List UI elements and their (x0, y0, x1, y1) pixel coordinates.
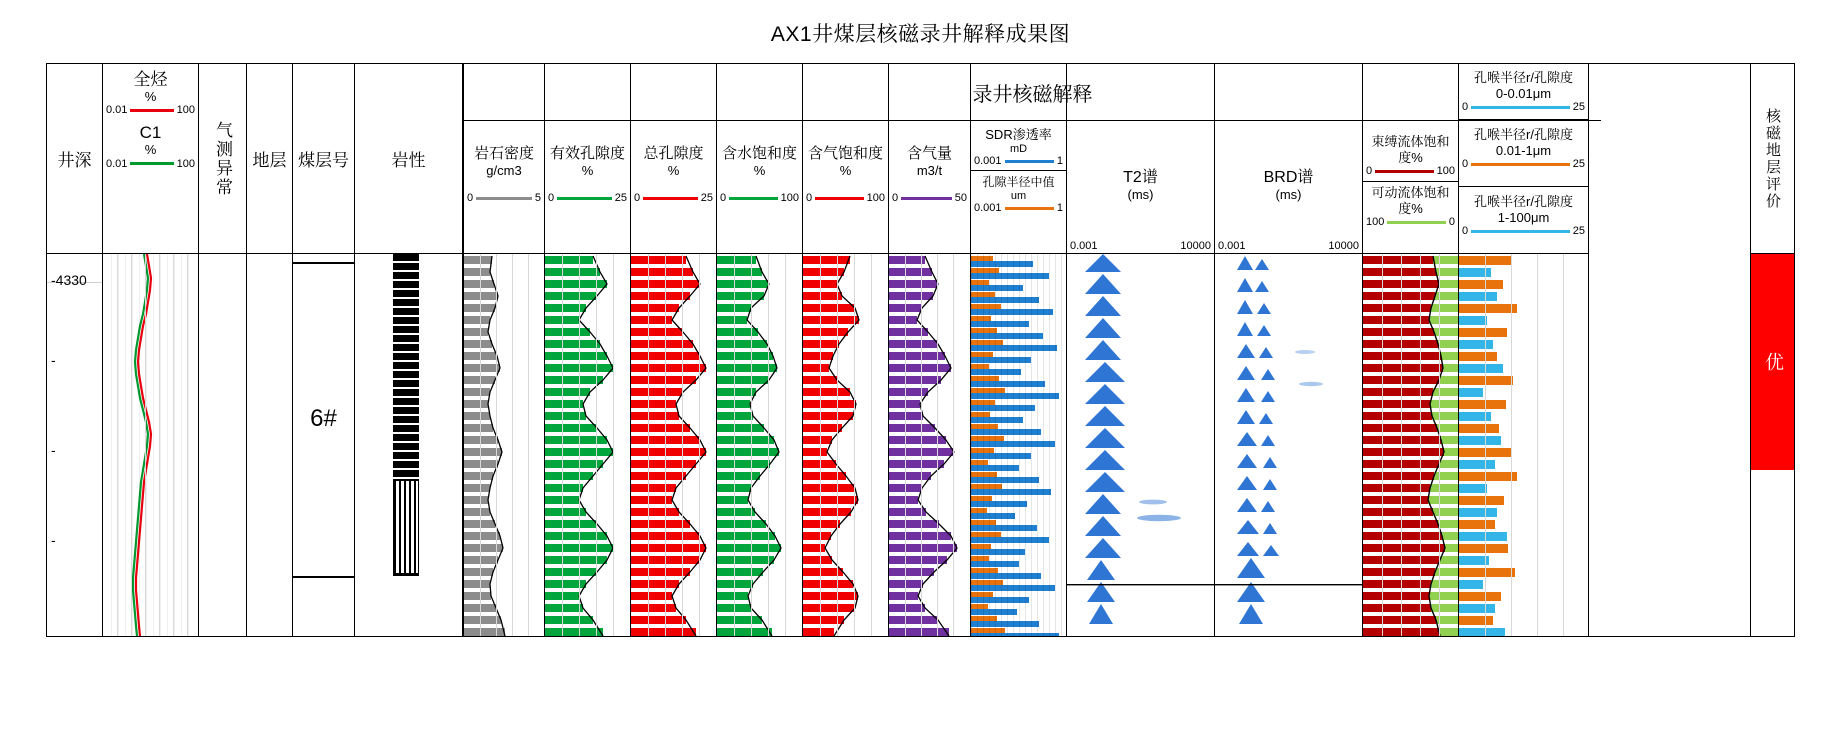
track-effective-porosity (545, 64, 631, 636)
mf-min: 100 (1366, 216, 1385, 229)
rd-color-bar (476, 197, 532, 200)
nmr-eval-header (1750, 64, 1794, 254)
rd-max: 5 (534, 192, 541, 204)
effective-porosity-track (545, 254, 630, 636)
prm-min: 0.001 (974, 202, 1002, 214)
log-grid (46, 63, 1795, 637)
gc-color-bar (901, 197, 952, 200)
ptr1-color-bar (1471, 163, 1570, 166)
track-lithology (355, 64, 463, 636)
brd-track (1215, 254, 1362, 636)
depth-tick-3: - (51, 442, 56, 458)
th-scale-max: 100 (176, 104, 195, 117)
rd-min: 0 (467, 192, 474, 204)
depth-tick-2: - (51, 352, 56, 368)
track-total-porosity (631, 64, 717, 636)
sdr-track (971, 254, 1066, 636)
pore-radius-median-scale (971, 202, 1066, 214)
depth-tick-4: - (51, 532, 56, 548)
effective-porosity-header (545, 120, 630, 254)
gas-saturation-label: 含气饱和度 (807, 145, 883, 162)
bf-max: 100 (1436, 165, 1455, 178)
rock-density-scale (464, 192, 544, 204)
fluid-saturation-track (1363, 254, 1458, 636)
coal-seam-label: 煤层号 (298, 151, 349, 170)
th-scale-min: 0.01 (106, 104, 128, 117)
tp-max: 25 (700, 192, 713, 204)
ptr-label-1: 孔喉半径r/孔隙度 (1474, 127, 1573, 142)
lithology-track (355, 254, 462, 636)
water-saturation-header (717, 120, 802, 254)
ws-color-bar (729, 197, 778, 200)
brd-max: 10000 (1328, 240, 1359, 252)
gs-min: 0 (806, 192, 813, 204)
well-depth-label: 井深 (57, 151, 92, 170)
total-hydrocarbon-label: 全烃 (133, 70, 168, 89)
water-saturation-unit: % (753, 163, 766, 178)
ptr-sub-2: 1-100μm (1497, 210, 1550, 225)
c1-color-bar (130, 162, 173, 165)
gas-anomaly-header (199, 64, 246, 254)
track-rock-density (463, 64, 545, 636)
lithology-header (355, 64, 462, 254)
coal-seam-track (293, 254, 354, 636)
t2-scale (1067, 240, 1214, 252)
total-porosity-label: 总孔隙度 (643, 145, 704, 162)
prm-color-bar (1005, 207, 1054, 210)
track-total-hydrocarbon (103, 64, 199, 636)
rock-density-track (464, 254, 544, 636)
ep-max: 25 (614, 192, 627, 204)
ptr0-max: 25 (1572, 101, 1585, 113)
rock-density-unit: g/cm3 (486, 163, 522, 178)
gas-saturation-track (803, 254, 888, 636)
gs-color-bar (815, 197, 864, 200)
ptr-scale-1 (1459, 158, 1588, 170)
page-title: AX1井煤层核磁录井解释成果图 (770, 23, 1071, 46)
bf-min: 0 (1366, 165, 1373, 178)
c1-scale-max: 100 (176, 157, 195, 170)
brd-min: 0.001 (1218, 240, 1246, 252)
track-brd-spectrum (1215, 64, 1363, 636)
gas-anomaly-track (199, 254, 246, 636)
sdr-header (971, 120, 1066, 254)
brd-header (1215, 120, 1362, 254)
well-depth-header (47, 64, 102, 254)
ep-color-bar (557, 197, 612, 200)
ptr-sub-0: 0-0.01μm (1495, 86, 1552, 101)
track-gas-logging-anomaly (199, 64, 247, 636)
total-hydrocarbon-unit: % (144, 88, 157, 104)
track-sdr-permeability (971, 64, 1067, 636)
bound-fluid-scale (1363, 165, 1458, 177)
t2-track (1067, 254, 1214, 636)
sdr-scale (971, 155, 1066, 167)
ws-min: 0 (720, 192, 727, 204)
total-hydrocarbon-header (103, 64, 198, 254)
total-porosity-unit: % (667, 163, 680, 178)
total-hydrocarbon-track (103, 254, 198, 636)
c1-scale-min: 0.01 (106, 157, 128, 170)
stratum-label: 地层 (252, 151, 287, 170)
water-saturation-track (717, 254, 802, 636)
c1-label: C1 (139, 123, 162, 143)
depth-tick-4330: -4330 (51, 272, 87, 288)
gas-anomaly-label: 气测异常 (213, 120, 232, 197)
water-saturation-scale (717, 192, 802, 204)
gas-saturation-unit: % (839, 163, 852, 178)
ptr-label-2: 孔喉半径r/孔隙度 (1474, 194, 1573, 209)
sdr-max: 1 (1056, 155, 1063, 167)
rock-density-label: 岩石密度 (473, 145, 534, 162)
mf-color-bar (1387, 221, 1446, 224)
nmr-eval-label: 核磁地层评价 (1764, 107, 1781, 210)
well-depth-track (47, 254, 102, 636)
total-porosity-track (631, 254, 716, 636)
lithology-shale-pattern (393, 480, 419, 574)
ptr0-min: 0 (1462, 101, 1469, 113)
brd-waveforms (1215, 254, 1362, 636)
lithology-label: 岩性 (391, 151, 426, 170)
ptr-header-0 (1459, 64, 1588, 120)
ptr-header-1 (1459, 120, 1588, 187)
nmr-eval-track (1750, 254, 1794, 636)
gc-max: 50 (954, 192, 967, 204)
c1-unit: % (144, 141, 157, 157)
brd-scale (1215, 240, 1362, 252)
coal-seam-header (293, 64, 354, 254)
t2-unit: (ms) (1127, 187, 1154, 202)
t2-max: 10000 (1180, 240, 1211, 252)
gas-content-unit: m3/t (916, 163, 943, 178)
sdr-color-bar (1005, 160, 1054, 163)
track-gas-content (889, 64, 971, 636)
ptr-sub-1: 0.01-1μm (1495, 143, 1552, 158)
gas-content-scale (889, 192, 970, 204)
bf-color-bar (1375, 170, 1434, 173)
ptr-scale-0 (1459, 101, 1588, 113)
total-porosity-scale (631, 192, 716, 204)
ptr0-color-bar (1471, 106, 1570, 109)
total-porosity-header (631, 120, 716, 254)
ptr-scale-2 (1459, 225, 1588, 237)
t2-label: T2谱 (1123, 169, 1158, 186)
ptr-track (1459, 254, 1588, 636)
track-pore-throat-radius (1459, 64, 1589, 636)
sdr-unit: mD (1009, 143, 1028, 155)
group-header-label: 录井核磁解释 (972, 83, 1093, 106)
brd-label: BRD谱 (1263, 169, 1314, 186)
coal-seam-value: 6# (310, 405, 337, 432)
total-hydrocarbon-scale (103, 104, 198, 117)
bound-fluid-label: 束缚流体饱和度% (1371, 134, 1450, 165)
tp-color-bar (643, 197, 698, 200)
gas-content-header (889, 120, 970, 254)
th-color-bar (130, 109, 173, 112)
sdr-label: SDR渗透率 (985, 127, 1052, 142)
effective-porosity-scale (545, 192, 630, 204)
fluid-saturation-header (1363, 120, 1458, 254)
t2-header (1067, 120, 1214, 254)
t2-min: 0.001 (1070, 240, 1098, 252)
mf-max: 0 (1448, 216, 1455, 229)
ptr2-max: 25 (1572, 225, 1585, 237)
gas-saturation-scale (803, 192, 888, 204)
gc-min: 0 (892, 192, 899, 204)
track-coal-seam-number (293, 64, 355, 636)
track-nmr-formation-evaluation (1589, 64, 1794, 636)
stratum-track (247, 254, 292, 636)
c1-scale (103, 158, 198, 171)
track-fluid-saturation (1363, 64, 1459, 636)
ptr-label-0: 孔喉半径r/孔隙度 (1474, 70, 1573, 85)
track-stratum (247, 64, 293, 636)
effective-porosity-unit: % (581, 163, 594, 178)
ws-max: 100 (780, 192, 799, 204)
ptr2-color-bar (1471, 230, 1570, 233)
t2-waveforms (1067, 254, 1214, 636)
movable-fluid-label: 可动流体饱和度% (1371, 185, 1450, 216)
gs-max: 100 (866, 192, 885, 204)
gas-saturation-header (803, 120, 888, 254)
pore-radius-median-unit: um (1010, 190, 1027, 202)
prm-max: 1 (1056, 202, 1063, 214)
pore-radius-median-label: 孔隙半径中值 (982, 175, 1055, 189)
stratum-header (247, 64, 292, 254)
tp-min: 0 (634, 192, 641, 204)
rock-density-header (464, 120, 544, 254)
gas-content-track (889, 254, 970, 636)
ptr1-max: 25 (1572, 158, 1585, 170)
nmr-eval-value: 优 (1762, 351, 1783, 373)
movable-fluid-scale (1363, 216, 1458, 228)
track-well-depth (47, 64, 103, 636)
effective-porosity-label: 有效孔隙度 (549, 145, 625, 162)
track-water-saturation (717, 64, 803, 636)
brd-unit: (ms) (1275, 187, 1302, 202)
ptr2-min: 0 (1462, 225, 1469, 237)
track-t2-spectrum (1067, 64, 1215, 636)
ep-min: 0 (548, 192, 555, 204)
ptr1-min: 0 (1462, 158, 1469, 170)
gas-content-label: 含气量 (906, 145, 952, 162)
ptr-header-2 (1459, 187, 1588, 254)
water-saturation-label: 含水饱和度 (721, 145, 797, 162)
nmr-eval-quality-band (1751, 254, 1794, 470)
track-gas-saturation (803, 64, 889, 636)
sdr-min: 0.001 (974, 155, 1002, 167)
